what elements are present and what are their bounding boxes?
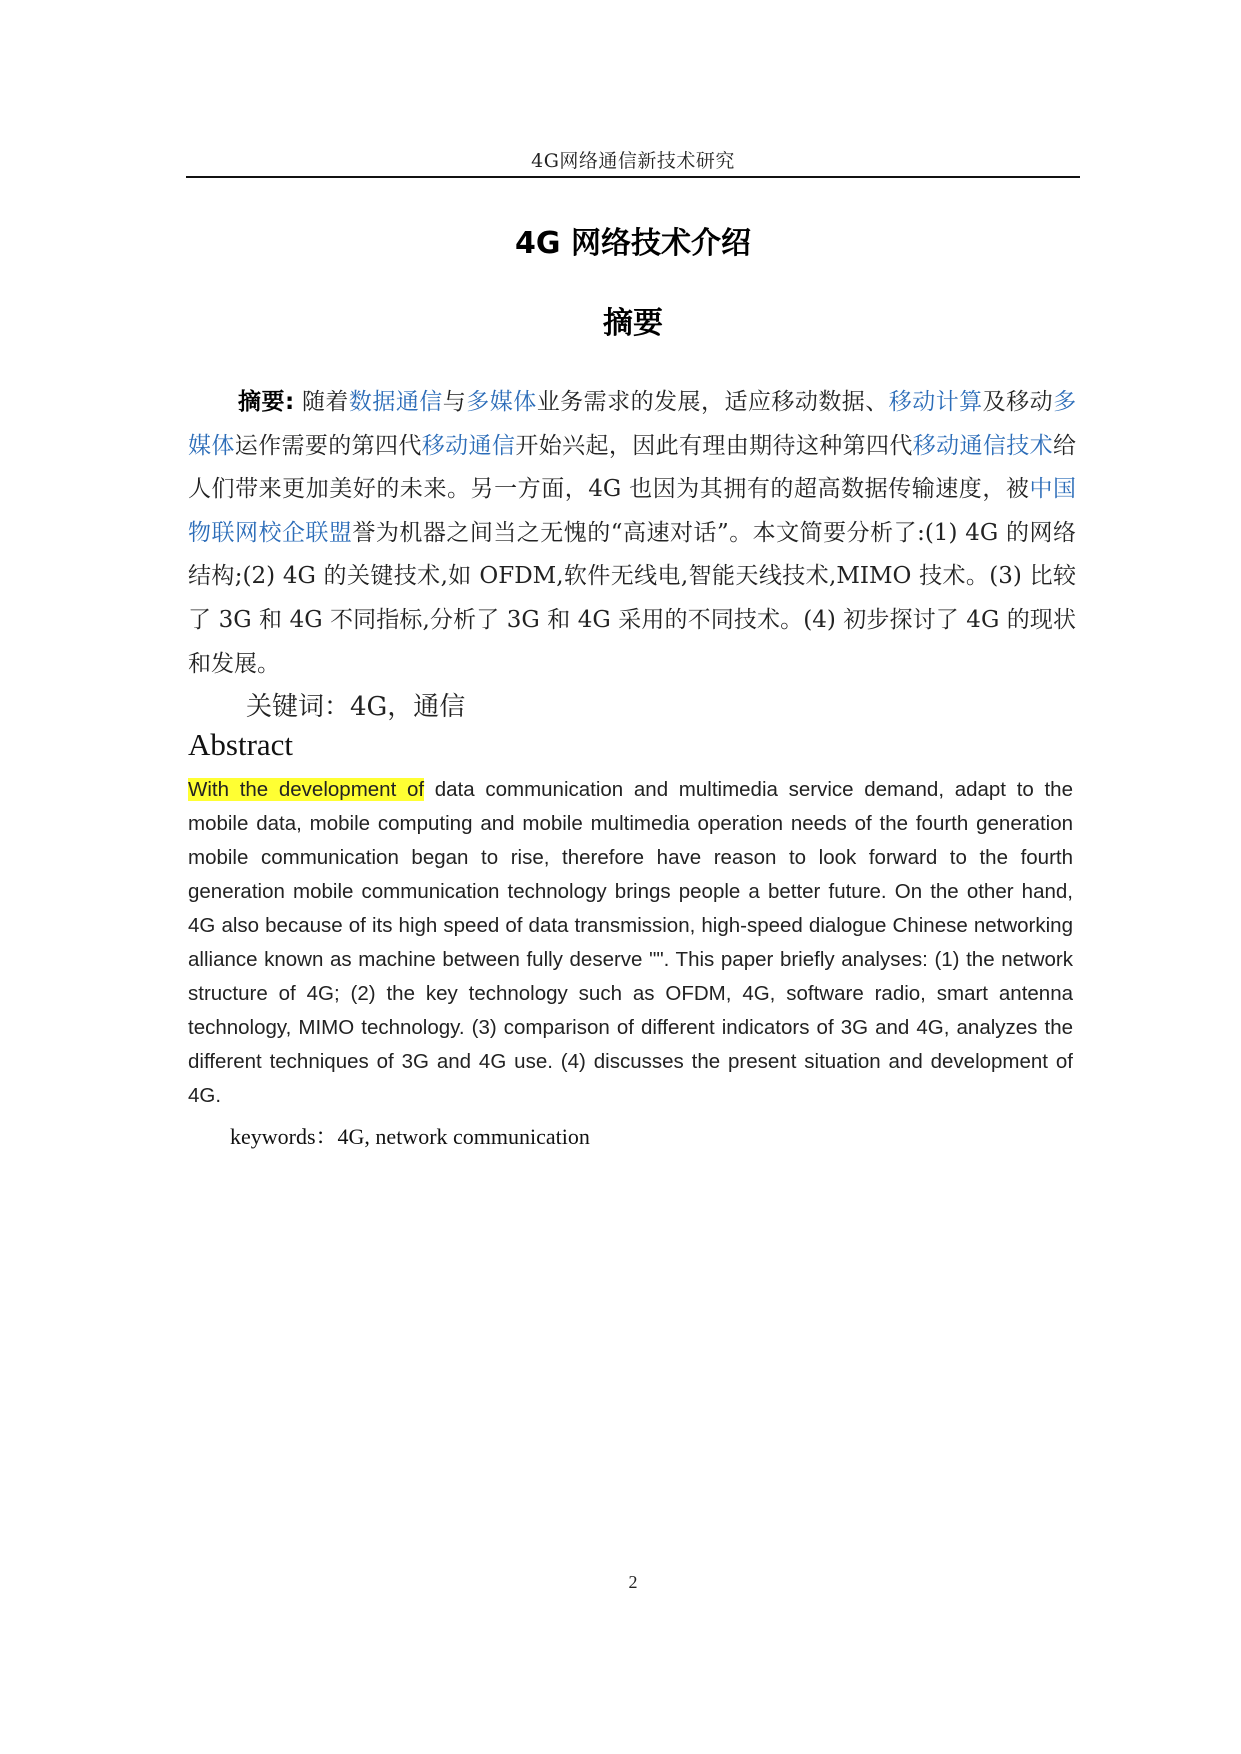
abstract-link[interactable]: 数据通信 (348, 389, 443, 415)
abstract-english-heading: Abstract (188, 727, 294, 762)
abstract-link[interactable]: 移动计算 (888, 389, 983, 415)
highlighted-text: With the development of (188, 778, 425, 801)
abstract-segment: 业务需求的发展，适应移动数据、 (536, 389, 889, 415)
abstract-label-colon: : (284, 389, 295, 415)
abstract-label: 摘要 (238, 389, 285, 415)
abstract-segment: 与 (442, 389, 467, 415)
section-title-abstract: 摘要 (603, 306, 663, 341)
abstract-segment: 誉为机器之间当之无愧的“高速对话”。本文简要分析了:(1) 4G 的网络结构;(2) 4G 的关键技术,如 OFDM,软件无线电,智能天线技术,MIMO 技术。(3) 比较了 3G 和 4G 不同指标,分析了 3G 和 4G 采用的不同技术。(4) 初步探讨了 4G 的现状和发展。 (188, 519, 1077, 677)
abstract-segment: 给人们带来更加美好的未来。另一方面，4G 也因为其拥有的超高数据传输速度，被 (188, 432, 1077, 503)
keywords-english: keywords：4G, network communication (230, 1124, 590, 1149)
abstract-link[interactable]: 移动通信技术 (912, 432, 1054, 459)
abstract-segment: 开始兴起，因此有理由期待这种第四代 (515, 432, 913, 459)
abstract-english (188, 773, 1073, 1113)
abstract-link[interactable]: 多媒体 (466, 389, 537, 415)
abstract-segment: 运作需要的第四代 (234, 432, 422, 459)
abstract-segment: 随着 (294, 389, 349, 415)
abstract-chinese (188, 381, 1076, 686)
abstract-english-body: data communication and multimedia service demand, adapt to the mobile data, mobile computing and mobile multimedia operation needs of the fourth generation mobile communication began to rise, therefore have reason to look forward to the fourth generation mobile communication technology brings people a better future. On the other hand, 4G also because of its high speed of data transmission, high-speed dialogue Chinese networking alliance known as machine between fully deserve "". This paper briefly analyses: (1) the network structure of 4G; (2) the key technology such as OFDM, 4G, software radio, smart antenna technology, MIMO technology. (3) comparison of different indicators of 3G and 4G, analyzes the different techniques of 3G and 4G use. (4) discusses the present situation and development of 4G. (188, 778, 1073, 1107)
abstract-segment: 及移动 (982, 389, 1054, 415)
abstract-link[interactable]: 移动通信 (421, 432, 516, 459)
abstract-link[interactable]: 中国物联网校企联盟 (188, 476, 1076, 546)
keywords-chinese: 关键词：4G，通信 (246, 692, 466, 722)
page-number: 2 (628, 1572, 638, 1592)
running-header: 4G网络通信新技术研究 (531, 150, 735, 172)
header-divider (186, 176, 1080, 178)
page-title: 4G 网络技术介绍 (515, 226, 751, 261)
abstract-link[interactable]: 多媒体 (188, 389, 1077, 459)
